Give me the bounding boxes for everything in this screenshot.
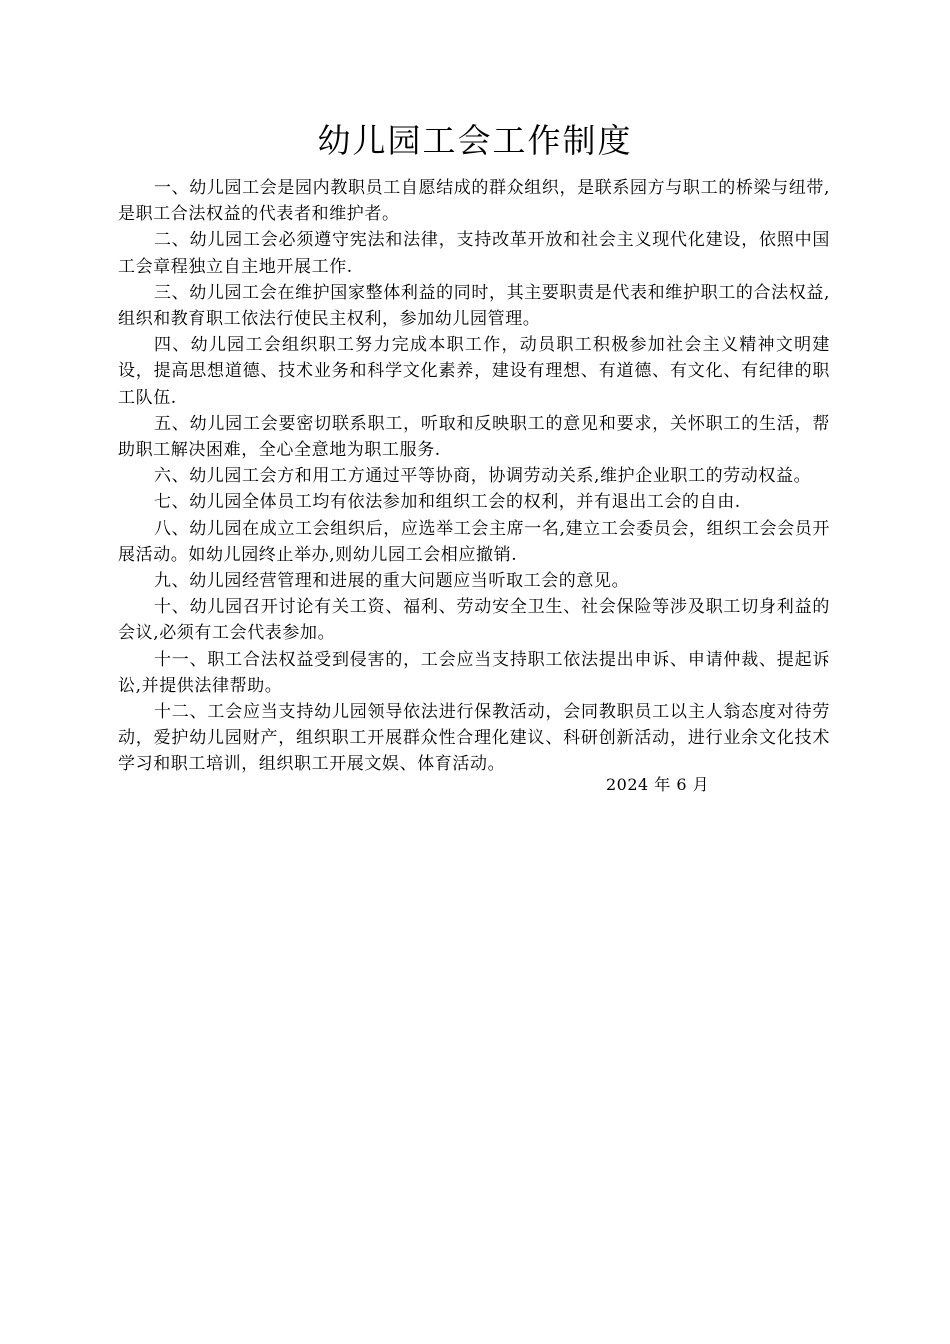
paragraph-3: 三、幼儿园工会在维护国家整体利益的同时，其主要职责是代表和维护职工的合法权益,组织和教育职工依法行使民主权利，参加幼儿园管理。: [118, 282, 830, 330]
paragraph-12: 十二、工会应当支持幼儿园领导依法进行保教活动，会同教职员工以主人翁态度对待劳动，爱护幼儿园财产，组织职工开展群众性合理化建议、科研创新活动，进行业余文化技术学习和职工培训，组织职工开展文娱、体育活动。: [118, 702, 830, 775]
document-body: [118, 175, 830, 778]
paragraph-6: 六、幼儿园工会方和用工方通过平等协商，协调劳动关系,维护企业职工的劳动权益。: [154, 466, 812, 487]
document-title: 幼儿园工会工作制度: [317, 121, 633, 160]
paragraph-4: 四、幼儿园工会组织职工努力完成本职工作，动员职工积极参加社会主义精神文明建设，提高思想道德、技术业务和科学文化素养，建设有理想、有道德、有文化、有纪律的职工队伍.: [118, 335, 830, 408]
paragraph-11: 十一、职工合法权益受到侵害的，工会应当支持职工依法提出申诉、申请仲裁、提起诉讼,并提供法律帮助。: [118, 649, 830, 696]
paragraph-8: 八、幼儿园在成立工会组织后，应选举工会主席一名,建立工会委员会，组织工会会员开展活动。如幼儿园终止举办,则幼儿园工会相应撤销.: [118, 518, 830, 565]
paragraph-5: 五、幼儿园工会要密切联系职工，听取和反映职工的意见和要求，关怀职工的生活，帮助职工解决困难，全心全意地为职工服务.: [118, 413, 830, 461]
paragraph-9: 九、幼儿园经营管理和进展的重大问题应当听取工会的意见。: [154, 571, 630, 592]
paragraph-10: 十、幼儿园召开讨论有关工资、福利、劳动安全卫生、社会保险等涉及职工切身利益的会议,必须有工会代表参加。: [118, 597, 830, 644]
document-date: 2024 年 6 月: [606, 775, 710, 794]
paragraph-7: 七、幼儿园全体员工均有依法参加和组织工会的权利，并有退出工会的自由.: [154, 492, 741, 513]
paragraph-2: 二、幼儿园工会必须遵守宪法和法律，支持改革开放和社会主义现代化建设，依照中国工会章程独立自主地开展工作.: [118, 230, 830, 277]
paragraph-1: 一、幼儿园工会是园内教职员工自愿结成的群众组织，是联系园方与职工的桥梁与纽带,是职工合法权益的代表者和维护者。: [118, 178, 830, 225]
